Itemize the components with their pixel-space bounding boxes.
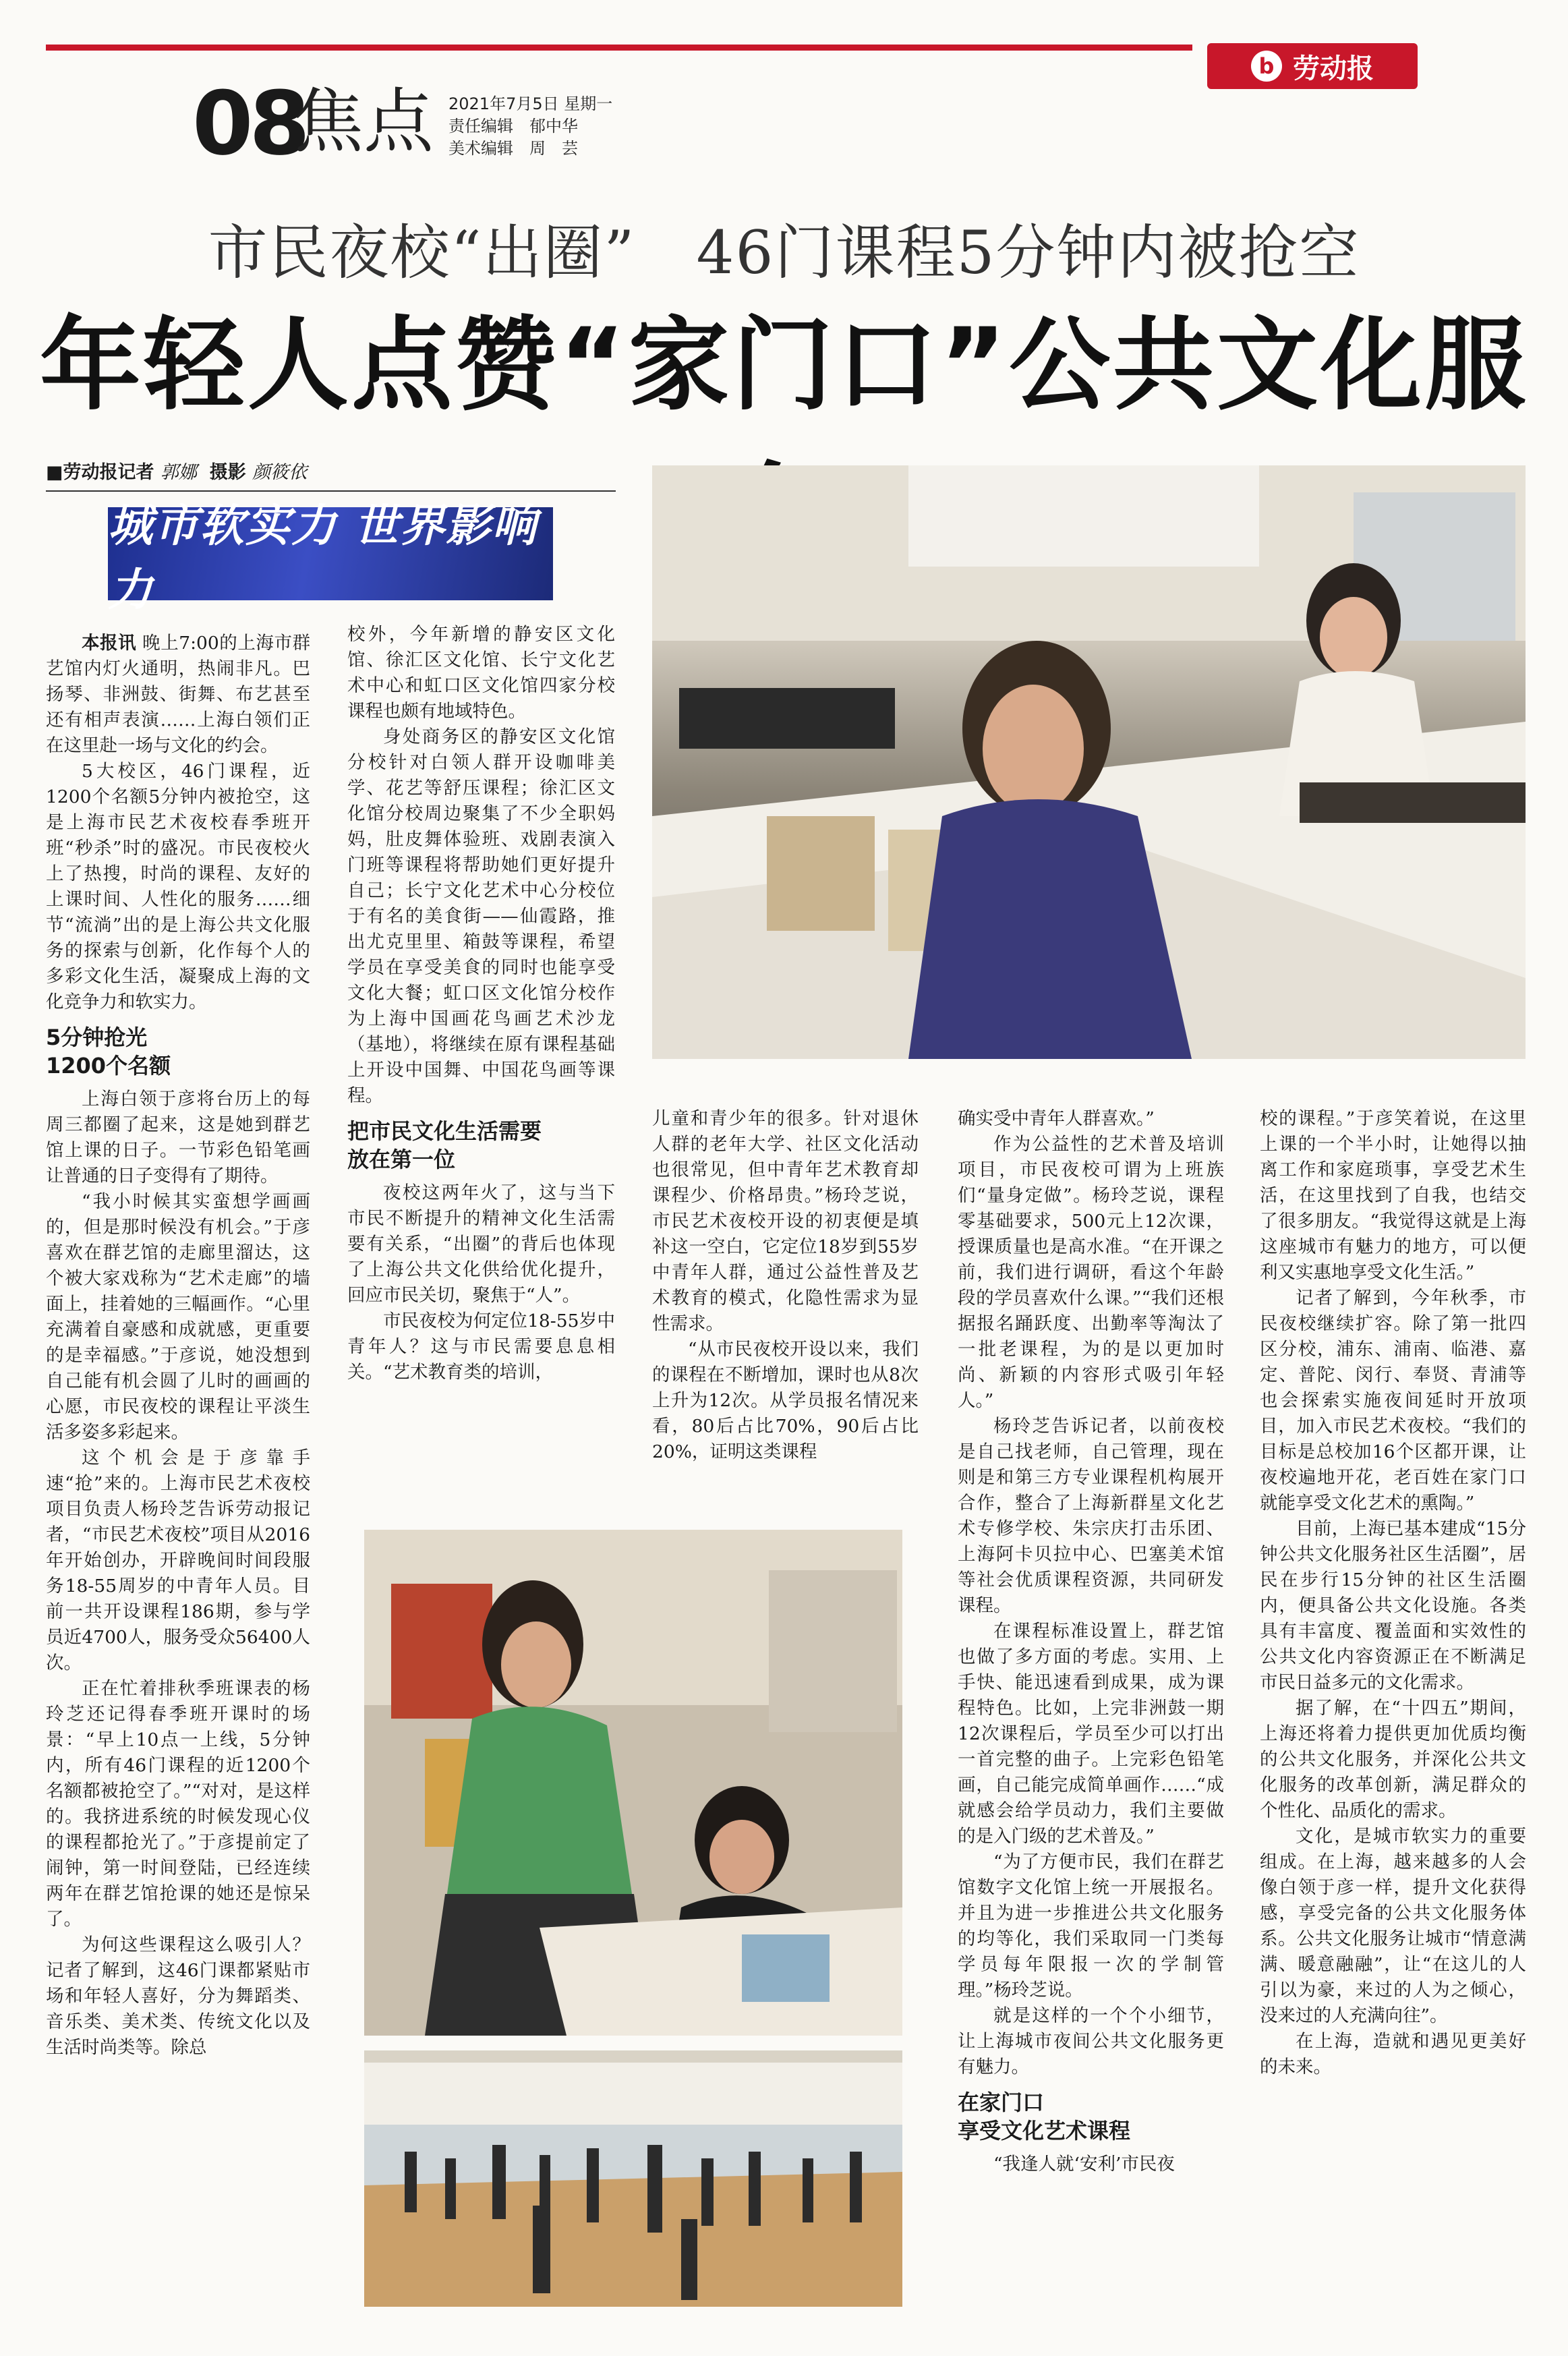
date-line: 2021年7月5日 星期一 <box>448 94 613 113</box>
column-3 <box>652 1106 919 1465</box>
kicker-headline: 市民夜校“出圈” 46门课程5分钟内被抢空 <box>208 218 1360 287</box>
paragraph: 校外，今年新增的静安区文化馆、徐汇区文化馆、长宁文化艺术中心和虹口区文化馆四家分校课程也颇有地域特色。 <box>347 624 615 722</box>
paragraph: 5大校区，46门课程，近1200个名额5分钟内被抢空，这是上海市民艺术夜校春季班开班“秒杀”时的盛况。市民夜校火上了热搜，时尚的课程、友好的上课时间、人性化的服务……细节“流淌”出的是上海公共文化服务的探索与创新，化作每个人的多彩文化生活，凝聚成上海的文化竞争力和软实力。 <box>46 761 310 1012</box>
main-headline: 年轻人点赞“家门口”公共文化服 <box>39 307 1529 424</box>
paragraph: 为何这些课程这么吸引人？记者了解到，这46门课都紧贴市场和年轻人喜好，分为舞蹈类、音乐类、美术类、传统文化以及生活时尚类等。除总 <box>46 1934 310 2058</box>
photo-drawing-class <box>652 465 1526 1059</box>
masthead-title: 劳动报 <box>1293 53 1374 84</box>
photo-dance-class <box>364 2050 902 2307</box>
paragraph: “为了方便市民，我们在群艺馆数字文化馆上统一开展报名。并且为进一步推进公共文化服务的均等化，我们采取同一门类每学员每年限报一次的学制管理。”杨玲芝说。 <box>958 1851 1224 2001</box>
paragraph: 晚上7:00的上海市群艺馆内灯火通明，热闹非凡。巴扬琴、非洲鼓、街舞、布艺甚至还有相声表演……上海白领们正在这里赴一场与文化的约会。 <box>46 633 310 756</box>
paragraph: “我小时候其实蛮想学画画的，但是那时候没有机会。”于彦喜欢在群艺馆的走廊里溜达，这个被大家戏称为“艺术走廊”的墙面上，挂着她的三幅画作。“心里充满着自豪感和成就感，更重要的是幸福感。”于彦说，她没想到自己能有机会圆了儿时的画画的心愿，市民夜校的课程让平淡生活多姿多彩起来。 <box>46 1191 310 1443</box>
art-editor-line: 美术编辑 周 芸 <box>448 139 578 158</box>
paragraph: “我逢人就‘安利’市民夜 <box>993 2154 1175 2175</box>
paragraph: 据了解，在“十四五”期间，上海还将着力提供更加优质均衡的公共文化服务，并深化公共文化服务的改革创新，满足群众的个性化、品质化的需求。 <box>1260 1698 1526 1821</box>
reporter-name: 郭娜 <box>160 462 197 483</box>
dateline-lead: 本报讯 <box>82 633 137 654</box>
masthead-icon: b <box>1251 51 1282 82</box>
photographer-name: 颜筱依 <box>252 462 308 483</box>
paragraph: 上海白领于彦将台历上的每周三都圈了起来，这是她到群艺馆上课的日子。一节彩色铅笔画让普通的日子变得有了期待。 <box>46 1089 310 1186</box>
masthead-logo <box>1207 43 1418 89</box>
paragraph: 这个机会是于彦靠手速“抢”来的。上海市民艺术夜校项目负责人杨玲芝告诉劳动报记者，“市民艺术夜校”项目从2016年开始创办，开辟晚间时间段服务18-55周岁的中青年人员。目前一共开设课程186期，参与学员近4700人，服务受众56400人次。 <box>46 1447 310 1673</box>
paragraph: 目前，上海已基本建成“15分钟公共文化服务社区生活圈”，居民在步行15分钟的社区生活圈内，便具备公共文化设施。各类具有丰富度、覆盖面和实效性的公共文化内容资源正在不断满足市民日益多元的文化需求。 <box>1260 1518 1526 1693</box>
paragraph: 在上海，造就和遇见更美好的未来。 <box>1260 2031 1526 2077</box>
editor-line: 责任编辑 郁中华 <box>448 117 578 136</box>
paragraph: 确实受中青年人群喜欢。” <box>958 1108 1155 1129</box>
subheading: 在家门口 享受文化艺术课程 <box>958 2090 1131 2144</box>
paragraph: 校的课程。”于彦笑着说，在这里上课的一个半小时，让她得以抽离工作和家庭琐事，享受艺术生活，在这里找到了自我，也结交了很多朋友。“我觉得这就是上海这座城市有魅力的地方，可以便利又实惠地享受文化生活。” <box>1260 1108 1526 1283</box>
paragraph: 杨玲芝告诉记者，以前夜校是自己找老师，自己管理，现在则是和第三方专业课程机构展开合作，整合了上海新群星文化艺术专修学校、朱宗庆打击乐团、上海阿卡贝拉中心、巴塞美术馆等社会优质课程资源，共同研发课程。 <box>958 1416 1224 1616</box>
column-2 <box>347 622 615 1385</box>
page-number: 08 <box>192 72 306 175</box>
photo-teacher-guidance <box>364 1530 902 2036</box>
byline <box>46 457 616 492</box>
photo-label: 摄影 <box>209 462 246 483</box>
section-title: 焦点 <box>293 80 434 163</box>
paragraph: “从市民夜校开设以来，我们的课程在不断增加，课时也从8次上升为12次。从学员报名情况来看，80后占比70%，90后占比20%，证明这类课程 <box>652 1339 919 1462</box>
paragraph: 作为公益性的艺术普及培训项目，市民夜校可谓为上班族们“量身定做”。杨玲芝说，课程零基础要求，500元上12次课，授课质量也是高水准。“在开课之前，我们进行调研，看这个年龄段的学员喜欢什么课。”“我们还根据报名踊跃度、出勤率等淘汰了一批老课程，为的是以更加时尚、新颖的内容形式吸引年轻人。” <box>958 1134 1224 1411</box>
page-meta <box>448 93 612 160</box>
column-4 <box>958 1106 1224 2177</box>
campaign-banner: 城市软实力 世界影响力 <box>108 507 553 600</box>
paragraph: 儿童和青少年的很多。针对退休人群的老年大学、社区文化活动也很常见，但中青年艺术教育却课程少、价格昂贵。”杨玲芝说，市民艺术夜校开设的初衷便是填补这一空白，它定位18岁到55岁中青年人群，通过公益性普及艺术教育的模式，化隐性需求为显性需求。 <box>652 1108 919 1334</box>
paragraph: 正在忙着排秋季班课表的杨玲芝还记得春季班开课时的场景：“早上10点一上线，5分钟内，所有46门课程的近1200个名额都被抢空了。”“对对，是这样的。我挤进系统的时候发现心仪的课程都抢光了。”于彦提前定了闹钟，第一时间登陆，已经连续两年在群艺馆抢课的她还是惊呆了。 <box>46 1678 310 1930</box>
header-rule <box>46 45 1192 51</box>
paragraph: 夜校这两年火了，这与当下市民不断提升的精神文化生活需要有关系，“出圈”的背后也体现了上海公共文化供给优化提升，回应市民关切，聚焦于“人”。 <box>347 1182 615 1306</box>
paragraph: 在课程标准设置上，群艺馆也做了多方面的考虑。实用、上手快、能迅速看到成果，成为课程特色。比如，上完非洲鼓一期12次课程后，学员至少可以打出一首完整的曲子。上完彩色铅笔画，自己能完成简单画作……“成就感会给学员动力，我们主要做的是入门级的艺术普及。” <box>958 1621 1224 1847</box>
paragraph: 市民夜校为何定位18-55岁中青年人？这与市民需要息息相关。“艺术教育类的培训， <box>347 1311 615 1383</box>
byline-label: ■劳动报记者 <box>46 462 154 483</box>
column-5 <box>1260 1106 1526 2080</box>
paragraph: 文化，是城市软实力的重要组成。在上海，越来越多的人会像白领于彦一样，提升文化获得感，享受完备的公共文化服务体系。公共文化服务让城市“情意满满、暖意融融”，让“在这儿的人引以为豪，来过的人为之倾心，没来过的人充满向往”。 <box>1260 1826 1526 2026</box>
subheading: 5分钟抢光 1200个名额 <box>46 1025 171 1079</box>
column-1 <box>46 631 310 2061</box>
paragraph: 身处商务区的静安区文化馆分校针对白领人群开设咖啡美学、花艺等舒压课程；徐汇区文化馆分校周边聚集了不少全职妈妈，肚皮舞体验班、戏剧表演入门班等课程将帮助她们更好提升自己；长宁文化艺术中心分校位于有名的美食街——仙霞路，推出尤克里里、箱鼓等课程，希望学员在享受美食的同时也能享受文化大餐；虹口区文化馆分校作为上海中国画花鸟画艺术沙龙（基地），将继续在原有课程基础上开设中国舞、中国花鸟画等课程。 <box>347 726 615 1106</box>
paragraph: 记者了解到，今年秋季，市民夜校继续扩容。除了第一批四区分校，浦东、浦南、临港、嘉定、普陀、闵行、奉贤、青浦等也会探索实施夜间延时开放项目，加入市民艺术夜校。“我们的目标是总校加16个区都开课，让夜校遍地开花，老百姓在家门口就能享受文化艺术的熏陶。” <box>1260 1288 1526 1514</box>
paragraph: 就是这样的一个个小细节，让上海城市夜间公共文化服务更有魅力。 <box>958 2005 1224 2077</box>
subheading: 把市民文化生活需要 放在第一位 <box>347 1118 542 1172</box>
